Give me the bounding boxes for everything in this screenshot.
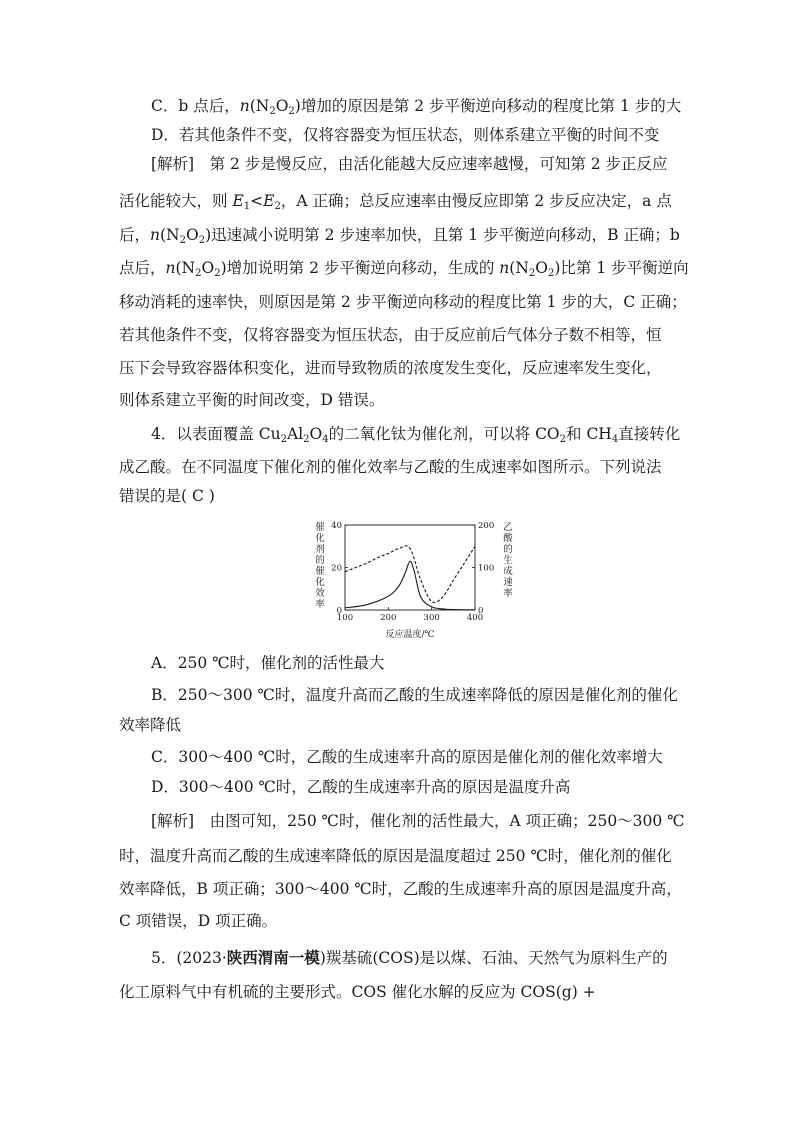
left-label-char: 的 — [315, 555, 325, 566]
analysis1-line-5: 移动消耗的速率快，则原因是第 2 步平衡逆向移动的程度比第 1 步的大，C 正确； — [119, 293, 687, 311]
q4-option-b-cont: 效率降低 — [119, 716, 182, 734]
chart-figure — [300, 515, 525, 645]
right-label-char: 成 — [503, 566, 513, 577]
y-right-tick-label: 200 — [478, 521, 495, 531]
option-d-prev: D．若其他条件不变，仅将容器变为恒压状态，则体系建立平衡的时间不变 — [151, 126, 660, 144]
left-label-char: 催 — [315, 522, 325, 533]
q4-stem-line-1: 4．以表面覆盖 $Cu_2Al_2O_4$的二氧化钛为催化剂，可以将 $CO_2$和 $CH_4$直接转化 — [151, 425, 681, 445]
q5-stem-line-1: 5．(2023·陕西渭南一模)羰基硫(COS)是以煤、石油、天然气为原料生产的 — [151, 948, 668, 967]
right-axis-label — [503, 522, 513, 599]
q4-option-d: D．300～400 ℃时，乙酸的生成速率升高的原因是温度升高 — [151, 778, 571, 796]
series-acetic-acid-rate — [345, 546, 475, 603]
right-label-char: 的 — [503, 544, 513, 555]
left-label-char: 化 — [315, 533, 325, 544]
analysis1-line-1: [解析] 第 2 步是慢反应，由活化能越大反应速率越慢，可知第 2 步正反应 — [151, 155, 668, 173]
y-left-tick-label: 20 — [331, 563, 342, 574]
analysis1-line-2: 活化能较大，则 $E_1<E_2$，A 正确；总反应速率由慢反应即第 2 步反应决定，a 点 — [119, 192, 672, 212]
option-c-prev: C．b 点后，$n(N_2O_2)$增加的原因是第 2 步平衡逆向移动的程度比第 1 步的大 — [151, 97, 682, 117]
right-label-char: 酸 — [503, 533, 513, 544]
q4-stem-line-3: 错误的是( C ) — [119, 487, 215, 505]
analysis2-line-1 — [151, 810, 685, 832]
x-tick-label: 100 — [336, 613, 354, 623]
plot-frame — [345, 525, 475, 610]
q4-option-c: C．300～400 ℃时，乙酸的生成速率升高的原因是催化剂的催化效率增大 — [151, 748, 663, 766]
left-label-char: 化 — [315, 577, 325, 588]
analysis2-line-3: 效率降低，B 项正确；300～400 ℃时，乙酸的生成速率升高的原因是温度升高， — [119, 880, 682, 898]
x-tick-label: 400 — [466, 613, 484, 623]
analysis2-line-2: 时，温度升高而乙酸的生成速率降低的原因是温度超过 250 ℃时，催化剂的催化 — [119, 847, 672, 865]
right-label-char: 生 — [503, 555, 513, 566]
q4-option-a: A．250 ℃时，催化剂的活性最大 — [151, 654, 385, 672]
right-label-char: 率 — [503, 588, 513, 599]
y-right-tick-label: 100 — [478, 563, 495, 574]
analysis-label: [解析] — [151, 155, 195, 173]
x-tick-label: 200 — [380, 613, 397, 623]
analysis1-line-4: 点后，$n(N_2O_2)$增加说明第 2 步平衡逆向移动，生成的 $n(N_2O_2)$比第 1 步平衡逆向 — [119, 259, 689, 279]
left-label-char: 效 — [315, 588, 325, 599]
analysis-label-2: [解析] — [151, 812, 195, 830]
left-label-char: 剂 — [315, 544, 325, 555]
y-left-tick-label: 40 — [331, 521, 342, 531]
q4-stem-line-2: 成乙酸。在不同温度下催化剂的催化效率与乙酸的生成速率如图所示。下列说法 — [119, 458, 662, 476]
analysis2-line-4: C 项错误，D 项正确。 — [119, 912, 278, 930]
x-axis-label: 反应温度/℃ — [385, 630, 435, 640]
analysis2-text-1: 由图可知，250 ℃时，催化剂的活性最大，A 项正确；250～300 ℃ — [209, 812, 685, 830]
series-catalyst-efficiency — [345, 561, 475, 610]
analysis1-line-8: 则体系建立平衡的时间改变，D 错误。 — [119, 391, 385, 409]
analysis1-line-6: 若其他条件不变，仅将容器变为恒压状态，由于反应前后气体分子数不相等，恒 — [119, 326, 662, 344]
left-axis-label — [315, 521, 325, 610]
q5-stem-line-2: 化工原料气中有机硫的主要形式。COS 催化水解的反应为 COS(g) + — [119, 983, 596, 1001]
right-label-char: 乙 — [503, 522, 513, 533]
right-label-char: 速 — [503, 577, 513, 588]
y-left-tick-label: 0 — [336, 606, 342, 616]
analysis1-line-7: 压下会导致容器体积变化，进而导致物质的浓度发生变化，反应速率发生变化， — [119, 359, 662, 377]
q4-option-b: B．250～300 ℃时，温度升高而乙酸的生成速率降低的原因是催化剂的催化 — [151, 686, 678, 704]
analysis1-line-3: 后，$n(N_2O_2)$迅速减小说明第 2 步速率加快，且第 1 步平衡逆向移动，B 正确；b — [119, 226, 680, 246]
x-tick-label: 300 — [423, 613, 440, 623]
left-label-char: 率 — [315, 599, 325, 610]
left-label-char: 催 — [315, 566, 325, 577]
y-right-tick-label: 0 — [478, 606, 484, 616]
